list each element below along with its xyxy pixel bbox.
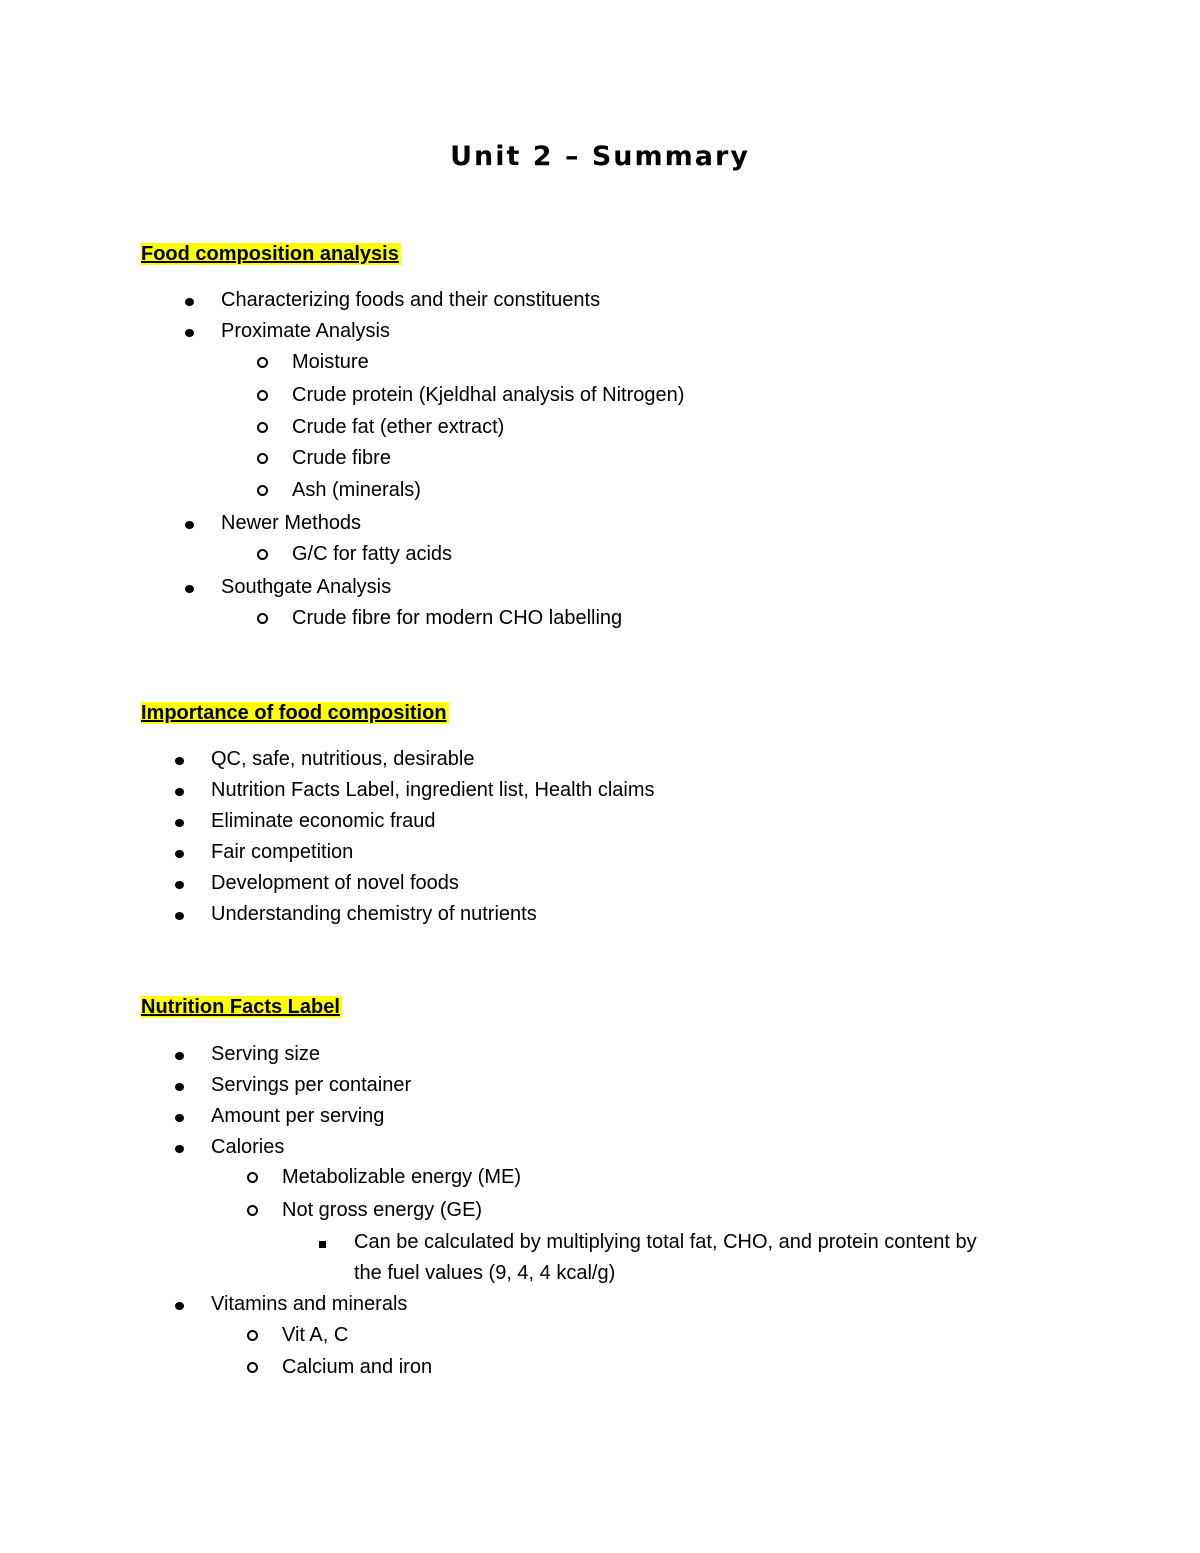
list-item: Eliminate economic fraud: [211, 810, 436, 832]
sub-sub-list-item: Can be calculated by multiplying total fat, CHO, and protein content by: [354, 1231, 977, 1253]
list-item: QC, safe, nutritious, desirable: [211, 748, 475, 770]
bullet-dot-icon: [175, 777, 184, 803]
bullet-dot-icon: [175, 839, 184, 865]
bullet-dot-icon: [175, 746, 184, 772]
section-heading-nutrition-facts-label: Nutrition Facts Label: [141, 996, 340, 1018]
bullet-ring-icon: [257, 477, 268, 503]
bullet-dot-icon: [175, 901, 184, 927]
bullet-ring-icon: [257, 445, 268, 471]
page-title: Unit 2 – Summary: [450, 141, 750, 172]
sub-list-item: Crude fibre: [292, 447, 391, 469]
bullet-dot-icon: [175, 1134, 184, 1160]
bullet-ring-icon: [257, 414, 268, 440]
bullet-ring-icon: [247, 1197, 258, 1223]
list-item: Calories: [211, 1136, 285, 1158]
sub-list-item: Vit A, C: [282, 1324, 349, 1346]
sub-list-item: Metabolizable energy (ME): [282, 1166, 521, 1188]
bullet-ring-icon: [257, 349, 268, 375]
sub-list-item: Moisture: [292, 351, 369, 373]
sub-list-item: Ash (minerals): [292, 479, 421, 501]
sub-list-item: Crude fat (ether extract): [292, 416, 505, 438]
list-item: Nutrition Facts Label, ingredient list, Health claims: [211, 779, 655, 801]
bullet-ring-icon: [247, 1322, 258, 1348]
bullet-ring-icon: [257, 605, 268, 631]
sub-list-item: Not gross energy (GE): [282, 1199, 483, 1221]
list-item: Southgate Analysis: [221, 576, 392, 598]
sub-list-item: Crude protein (Kjeldhal analysis of Nitrogen): [292, 384, 685, 406]
sub-list-item: Crude fibre for modern CHO labelling: [292, 607, 623, 629]
list-item: Proximate Analysis: [221, 320, 390, 342]
bullet-dot-icon: [185, 510, 194, 536]
bullet-dot-icon: [185, 287, 194, 313]
bullet-dot-icon: [175, 870, 184, 896]
list-item: Development of novel foods: [211, 872, 459, 894]
list-item: Servings per container: [211, 1074, 412, 1096]
bullet-square-icon: [319, 1229, 326, 1255]
list-item: Fair competition: [211, 841, 354, 863]
bullet-ring-icon: [257, 382, 268, 408]
bullet-ring-icon: [247, 1164, 258, 1190]
list-item: Understanding chemistry of nutrients: [211, 903, 537, 925]
bullet-dot-icon: [175, 1291, 184, 1317]
bullet-ring-icon: [247, 1354, 258, 1380]
bullet-ring-icon: [257, 541, 268, 567]
section-heading-food-composition-analysis: Food composition analysis: [141, 243, 399, 265]
bullet-dot-icon: [175, 1041, 184, 1067]
bullet-dot-icon: [185, 574, 194, 600]
bullet-dot-icon: [185, 318, 194, 344]
list-item: Newer Methods: [221, 512, 362, 534]
list-item: Amount per serving: [211, 1105, 385, 1127]
bullet-dot-icon: [175, 1072, 184, 1098]
sub-sub-list-item-continuation: the fuel values (9, 4, 4 kcal/g): [354, 1262, 616, 1284]
list-item: Characterizing foods and their constituents: [221, 289, 601, 311]
bullet-dot-icon: [175, 808, 184, 834]
list-item: Serving size: [211, 1043, 320, 1065]
list-item: Vitamins and minerals: [211, 1293, 408, 1315]
bullet-dot-icon: [175, 1103, 184, 1129]
sub-list-item: Calcium and iron: [282, 1356, 433, 1378]
sub-list-item: G/C for fatty acids: [292, 543, 453, 565]
section-heading-importance-of-food-composition: Importance of food composition: [141, 702, 447, 724]
